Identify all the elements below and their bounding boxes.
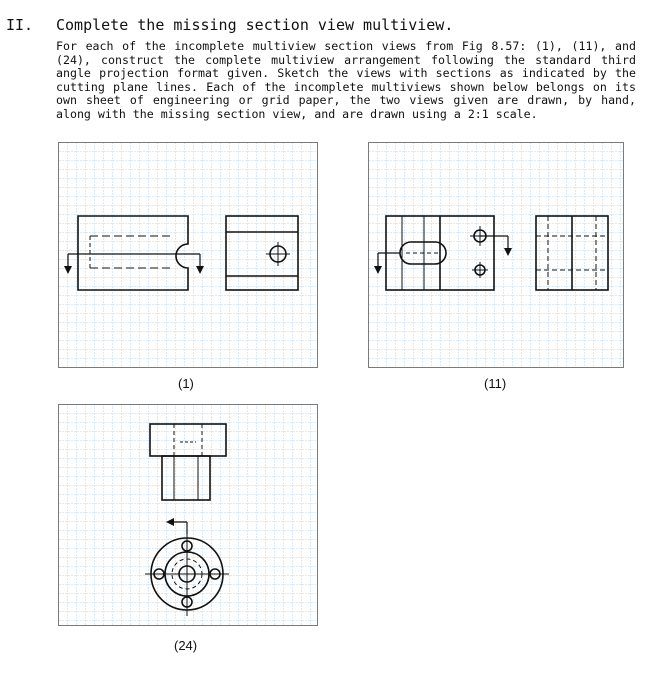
section-number: II. <box>6 16 34 34</box>
instructions-paragraph: For each of the incomplete multiview section views from Fig 8.57: (1), (11), and (24), construct the complete multiview arrangement following the standard third angle projection format given. Sketch the views with sections as indicated by the cutting plane lines. Each of the incomplete multiviews shown below belongs on its own sheet of engineering or grid paper, the two views given are drawn, by hand, along with the missing section view, and are drawn using a 2:1 scale. <box>56 39 636 121</box>
figure-24-grid <box>58 404 318 626</box>
figure-24-caption: (24) <box>174 638 198 653</box>
section-title: Complete the missing section view multiview. <box>56 16 454 34</box>
figure-1-grid <box>58 142 318 368</box>
figure-11-caption: (11) <box>484 376 507 391</box>
figure-1-caption: (1) <box>178 376 194 391</box>
figure-11-grid <box>368 142 624 368</box>
